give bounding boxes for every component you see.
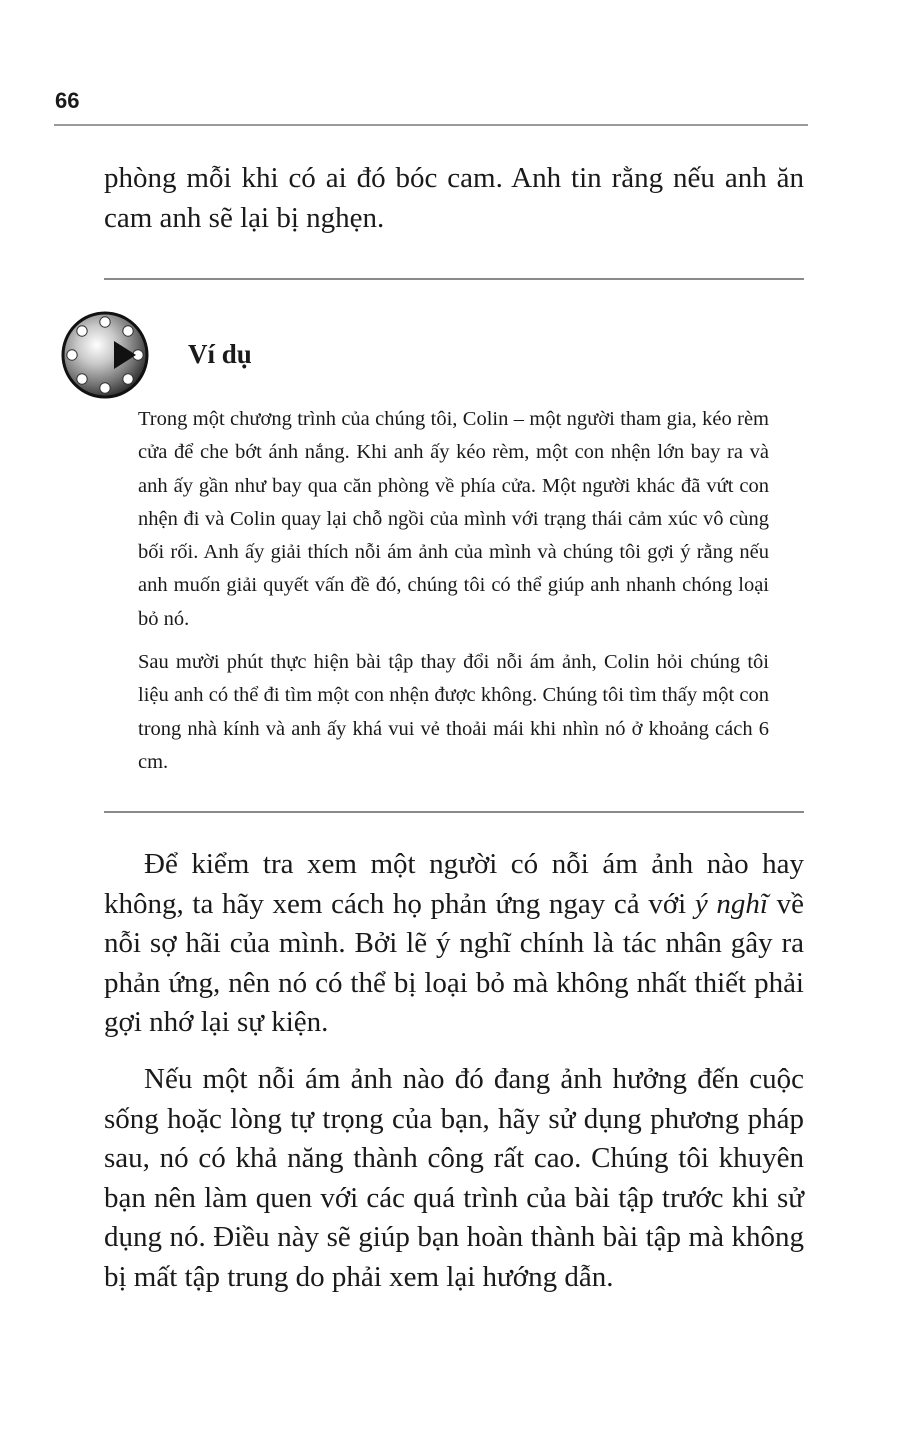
body-paragraph: Nếu một nỗi ám ảnh nào đó đang ảnh hưởng đến cuộc sống hoặc lòng tự trọng của bạn, hãy sử dụng phương pháp sau, nó có khả năng thành công rất cao. Chúng tôi khuyên bạn nên làm quen với các quá trình của bài tập trước khi sử dụng nó. Điều này sẽ giúp bạn hoàn thành bài tập mà không bị mất tập trung do phải xem lại hướng dẫn. bbox=[104, 1063, 804, 1293]
example-top-divider bbox=[104, 278, 804, 280]
example-heading: Ví dụ bbox=[188, 339, 252, 369]
page-number: 66 bbox=[55, 88, 80, 113]
header-divider bbox=[54, 124, 808, 126]
body-text: về nỗi sợ hãi của mình. Bởi lẽ ý nghĩ chính là tác nhân gây ra phản ứng, nên nó có thể bị loại bỏ mà không nhất thiết phải gợi nhớ lại sự kiện. bbox=[104, 887, 804, 1038]
example-bottom-divider bbox=[104, 811, 804, 813]
intro-paragraph: phòng mỗi khi có ai đó bóc cam. Anh tin rằng nếu anh ăn cam anh sẽ lại bị nghẹn. bbox=[104, 162, 804, 234]
body-text: Để kiểm tra xem một người có nỗi ám ảnh nào hay không, ta hãy xem cách họ phản ứng ngay cả với bbox=[104, 848, 804, 920]
example-paragraph: Sau mười phút thực hiện bài tập thay đổi nỗi ám ảnh, Colin hỏi chúng tôi liệu anh có thể đi tìm một con nhện được không. Chúng tôi tìm thấy một con trong nhà kính và anh ấy khá vui vẻ thoải mái khi nhìn nó ở khoảng cách 6 cm. bbox=[138, 651, 769, 773]
example-paragraph: Trong một chương trình của chúng tôi, Colin – một người tham gia, kéo rèm cửa để che bớt ánh nắng. Khi anh ấy kéo rèm, một con nhện lớn bay ra và anh ấy gần như bay qua căn phòng về phía cửa. Một người khác đã vứt con nhện đi và Colin quay lại chỗ ngồi của mình với trạng thái cảm xúc vô cùng bối rối. Anh ấy giải thích nỗi ám ảnh của mình và chúng tôi gợi ý rằng nếu anh muốn giải quyết vấn đề đó, chúng tôi có thể giúp anh nhanh chóng loại bỏ nó. bbox=[138, 408, 769, 630]
emphasized-term: ý nghĩ bbox=[694, 887, 768, 920]
film-reel-icon bbox=[60, 310, 150, 400]
body-paragraph bbox=[104, 845, 804, 1043]
